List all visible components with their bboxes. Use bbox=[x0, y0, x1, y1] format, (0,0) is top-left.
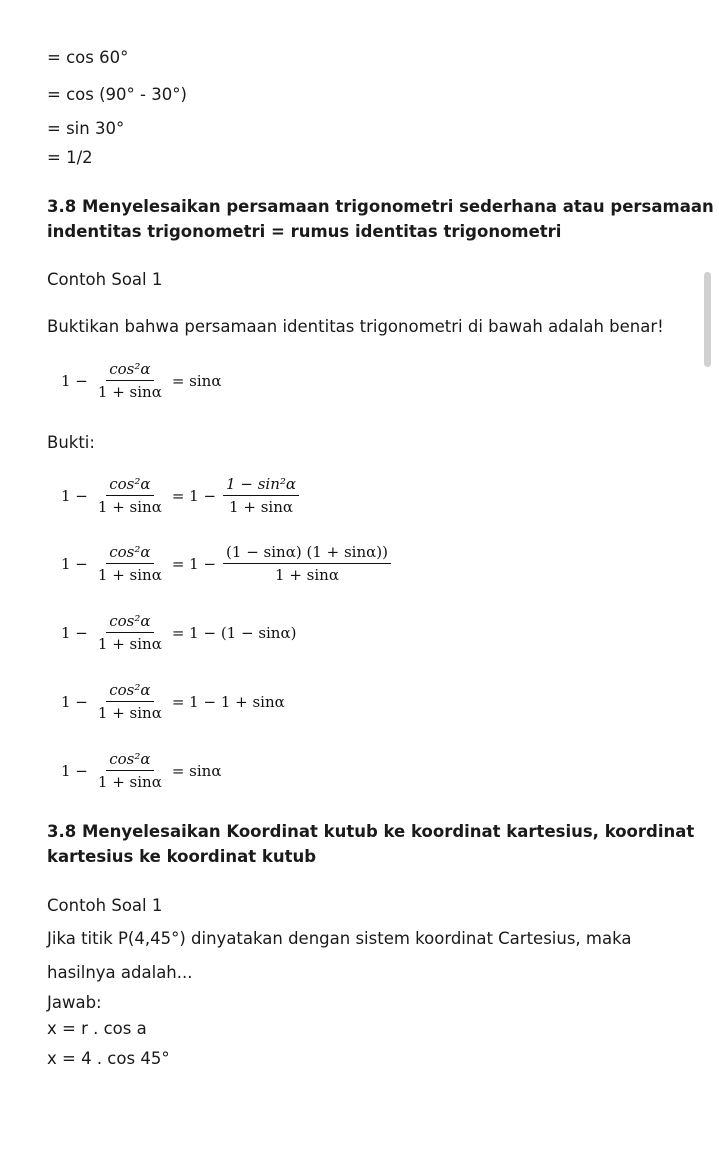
fraction-denominator: 1 + sinα bbox=[97, 383, 162, 401]
prompt-text: Buktikan bahwa persamaan identitas trigonometri di bawah adalah benar! bbox=[47, 317, 664, 336]
fraction bbox=[223, 543, 391, 584]
fraction-numerator: cos²α bbox=[106, 360, 153, 381]
eq-rhs: = 1 − (1 − sinα) bbox=[171, 623, 297, 642]
fraction-numerator: cos²α bbox=[106, 475, 153, 496]
proof-step bbox=[58, 681, 288, 722]
fraction-numerator: cos²α bbox=[106, 681, 153, 702]
eq-lead: 1 − bbox=[61, 623, 88, 642]
fraction-numerator: 1 − sin²α bbox=[223, 475, 299, 496]
eq-rhs: = sinα bbox=[171, 371, 222, 390]
fraction-denominator: 1 + sinα bbox=[97, 704, 162, 722]
fraction bbox=[95, 681, 165, 722]
fraction-denominator: 1 + sinα bbox=[97, 566, 162, 584]
section-heading: 3.8 Menyelesaikan persamaan trigonometri sederhana atau persamaan bbox=[47, 197, 714, 216]
fraction bbox=[95, 612, 165, 653]
eq-rhs-prefix: = 1 − bbox=[171, 486, 217, 505]
fraction-denominator: 1 + sinα bbox=[275, 566, 339, 584]
eq-rhs-prefix: = 1 − bbox=[171, 554, 217, 573]
answer-line: x = r . cos a bbox=[47, 1019, 147, 1038]
fraction-numerator: cos²α bbox=[106, 543, 153, 564]
text-line: = 1/2 bbox=[47, 148, 93, 167]
identity-equation bbox=[58, 360, 224, 401]
eq-rhs: = 1 − 1 + sinα bbox=[171, 692, 285, 711]
fraction-numerator: (1 − sinα) (1 + sinα)) bbox=[223, 543, 391, 564]
example-title: Contoh Soal 1 bbox=[47, 270, 163, 289]
eq-rhs: = sinα bbox=[171, 761, 222, 780]
fraction bbox=[95, 543, 165, 584]
fraction bbox=[95, 360, 165, 401]
example-title: Contoh Soal 1 bbox=[47, 896, 163, 915]
text-line: = cos 60° bbox=[47, 48, 129, 67]
eq-lead: 1 − bbox=[61, 692, 88, 711]
scrollbar-thumb[interactable] bbox=[704, 272, 711, 367]
fraction-numerator: cos²α bbox=[106, 750, 153, 771]
answer-line: x = 4 . cos 45° bbox=[47, 1049, 170, 1068]
fraction bbox=[95, 750, 165, 791]
eq-lead: 1 − bbox=[61, 486, 88, 505]
eq-lead: 1 − bbox=[61, 554, 88, 573]
fraction-denominator: 1 + sinα bbox=[229, 498, 293, 516]
text-line: = sin 30° bbox=[47, 119, 125, 138]
fraction-numerator: cos²α bbox=[106, 612, 153, 633]
fraction bbox=[95, 475, 165, 516]
section-heading: indentitas trigonometri = rumus identitas trigonometri bbox=[47, 222, 562, 241]
proof-step bbox=[58, 612, 299, 653]
section-heading: kartesius ke koordinat kutub bbox=[47, 847, 317, 866]
fraction-denominator: 1 + sinα bbox=[97, 635, 162, 653]
proof-step bbox=[58, 750, 224, 791]
fraction bbox=[223, 475, 299, 516]
answer-label: Jawab: bbox=[47, 993, 102, 1012]
question-text: Jika titik P(4,45°) dinyatakan dengan sistem koordinat Cartesius, maka bbox=[47, 929, 632, 948]
fraction-denominator: 1 + sinα bbox=[97, 773, 162, 791]
text-line: = cos (90° - 30°) bbox=[47, 85, 187, 104]
proof-label: Bukti: bbox=[47, 433, 95, 452]
fraction-denominator: 1 + sinα bbox=[97, 498, 162, 516]
question-text: hasilnya adalah... bbox=[47, 963, 193, 982]
proof-step bbox=[58, 475, 303, 516]
eq-lead: 1 − bbox=[61, 761, 88, 780]
proof-step bbox=[58, 543, 395, 584]
section-heading: 3.8 Menyelesaikan Koordinat kutub ke koordinat kartesius, koordinat bbox=[47, 822, 695, 841]
eq-lead: 1 − bbox=[61, 371, 88, 390]
